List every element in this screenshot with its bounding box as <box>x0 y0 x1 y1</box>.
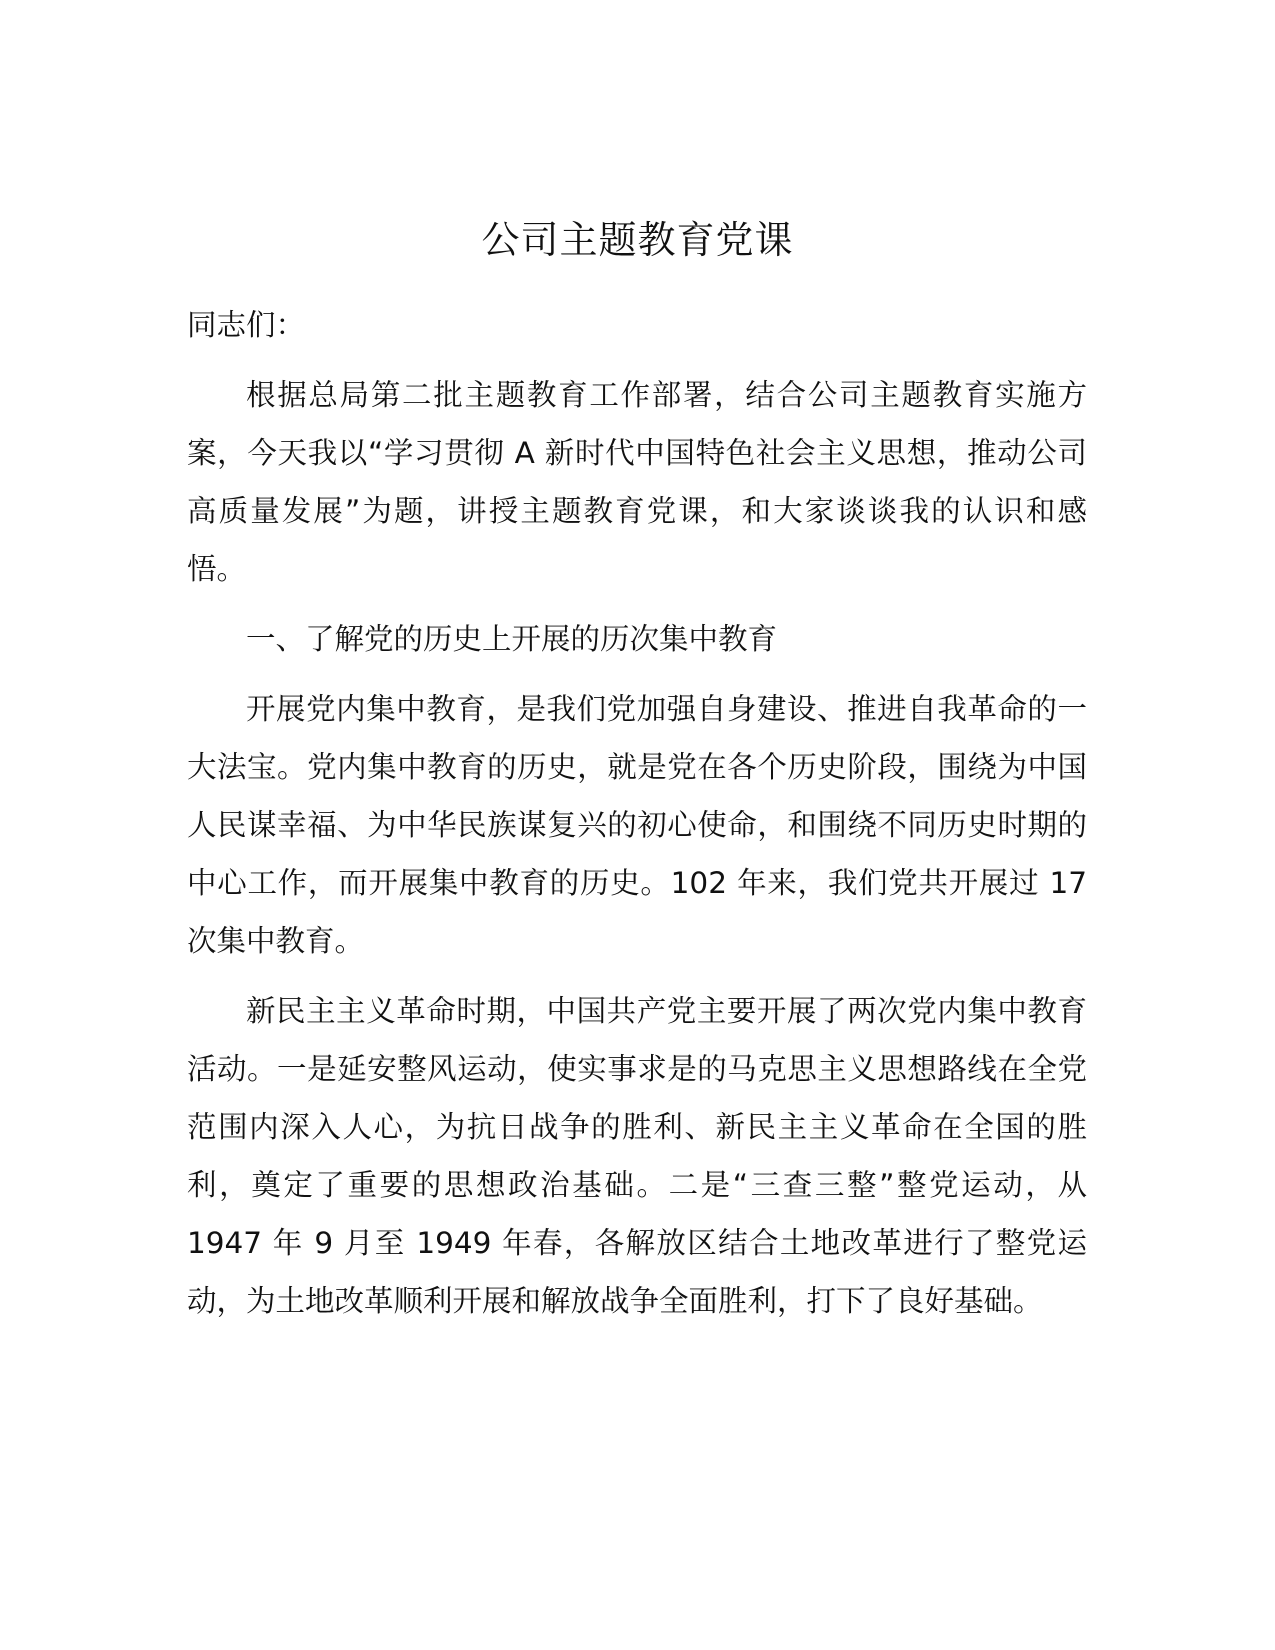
salutation: 同志们： <box>187 308 306 342</box>
document-body <box>187 296 1087 1342</box>
paragraph-new-democratic-revolution: 新民主主义革命时期，中国共产党主要开展了两次党内集中教育活动。一是延安整风运动，使实事求是的马克思主义思想路线在全党范围内深入人心，为抗日战争的胜利、新民主主义革命在全国的胜利，奠定了重要的思想政治基础。二是“三查三整”整党运动，从 1947 年 9 月至 1949 年春，各解放区结合土地改革进行了整党运动，为土地改革顺利开展和解放战争全面胜利，打下了良好基础。 <box>187 994 1087 1318</box>
paragraph-collective-education: 开展党内集中教育，是我们党加强自身建设、推进自我革命的一大法宝。党内集中教育的历史，就是党在各个历史阶段，围绕为中国人民谋幸福、为中华民族谋复兴的初心使命，和围绕不同历史时期的中心工作，而开展集中教育的历史。102 年来，我们党共开展过 17 次集中教育。 <box>187 692 1087 958</box>
paragraph-intro: 根据总局第二批主题教育工作部署，结合公司主题教育实施方案，今天我以“学习贯彻 A 新时代中国特色社会主义思想，推动公司高质量发展”为题，讲授主题教育党课，和大家谈谈我的认识和感悟。 <box>187 378 1087 586</box>
document-title: 公司主题教育党课 <box>481 218 794 262</box>
section-heading-1: 一、了解党的历史上开展的历次集中教育 <box>246 622 778 656</box>
